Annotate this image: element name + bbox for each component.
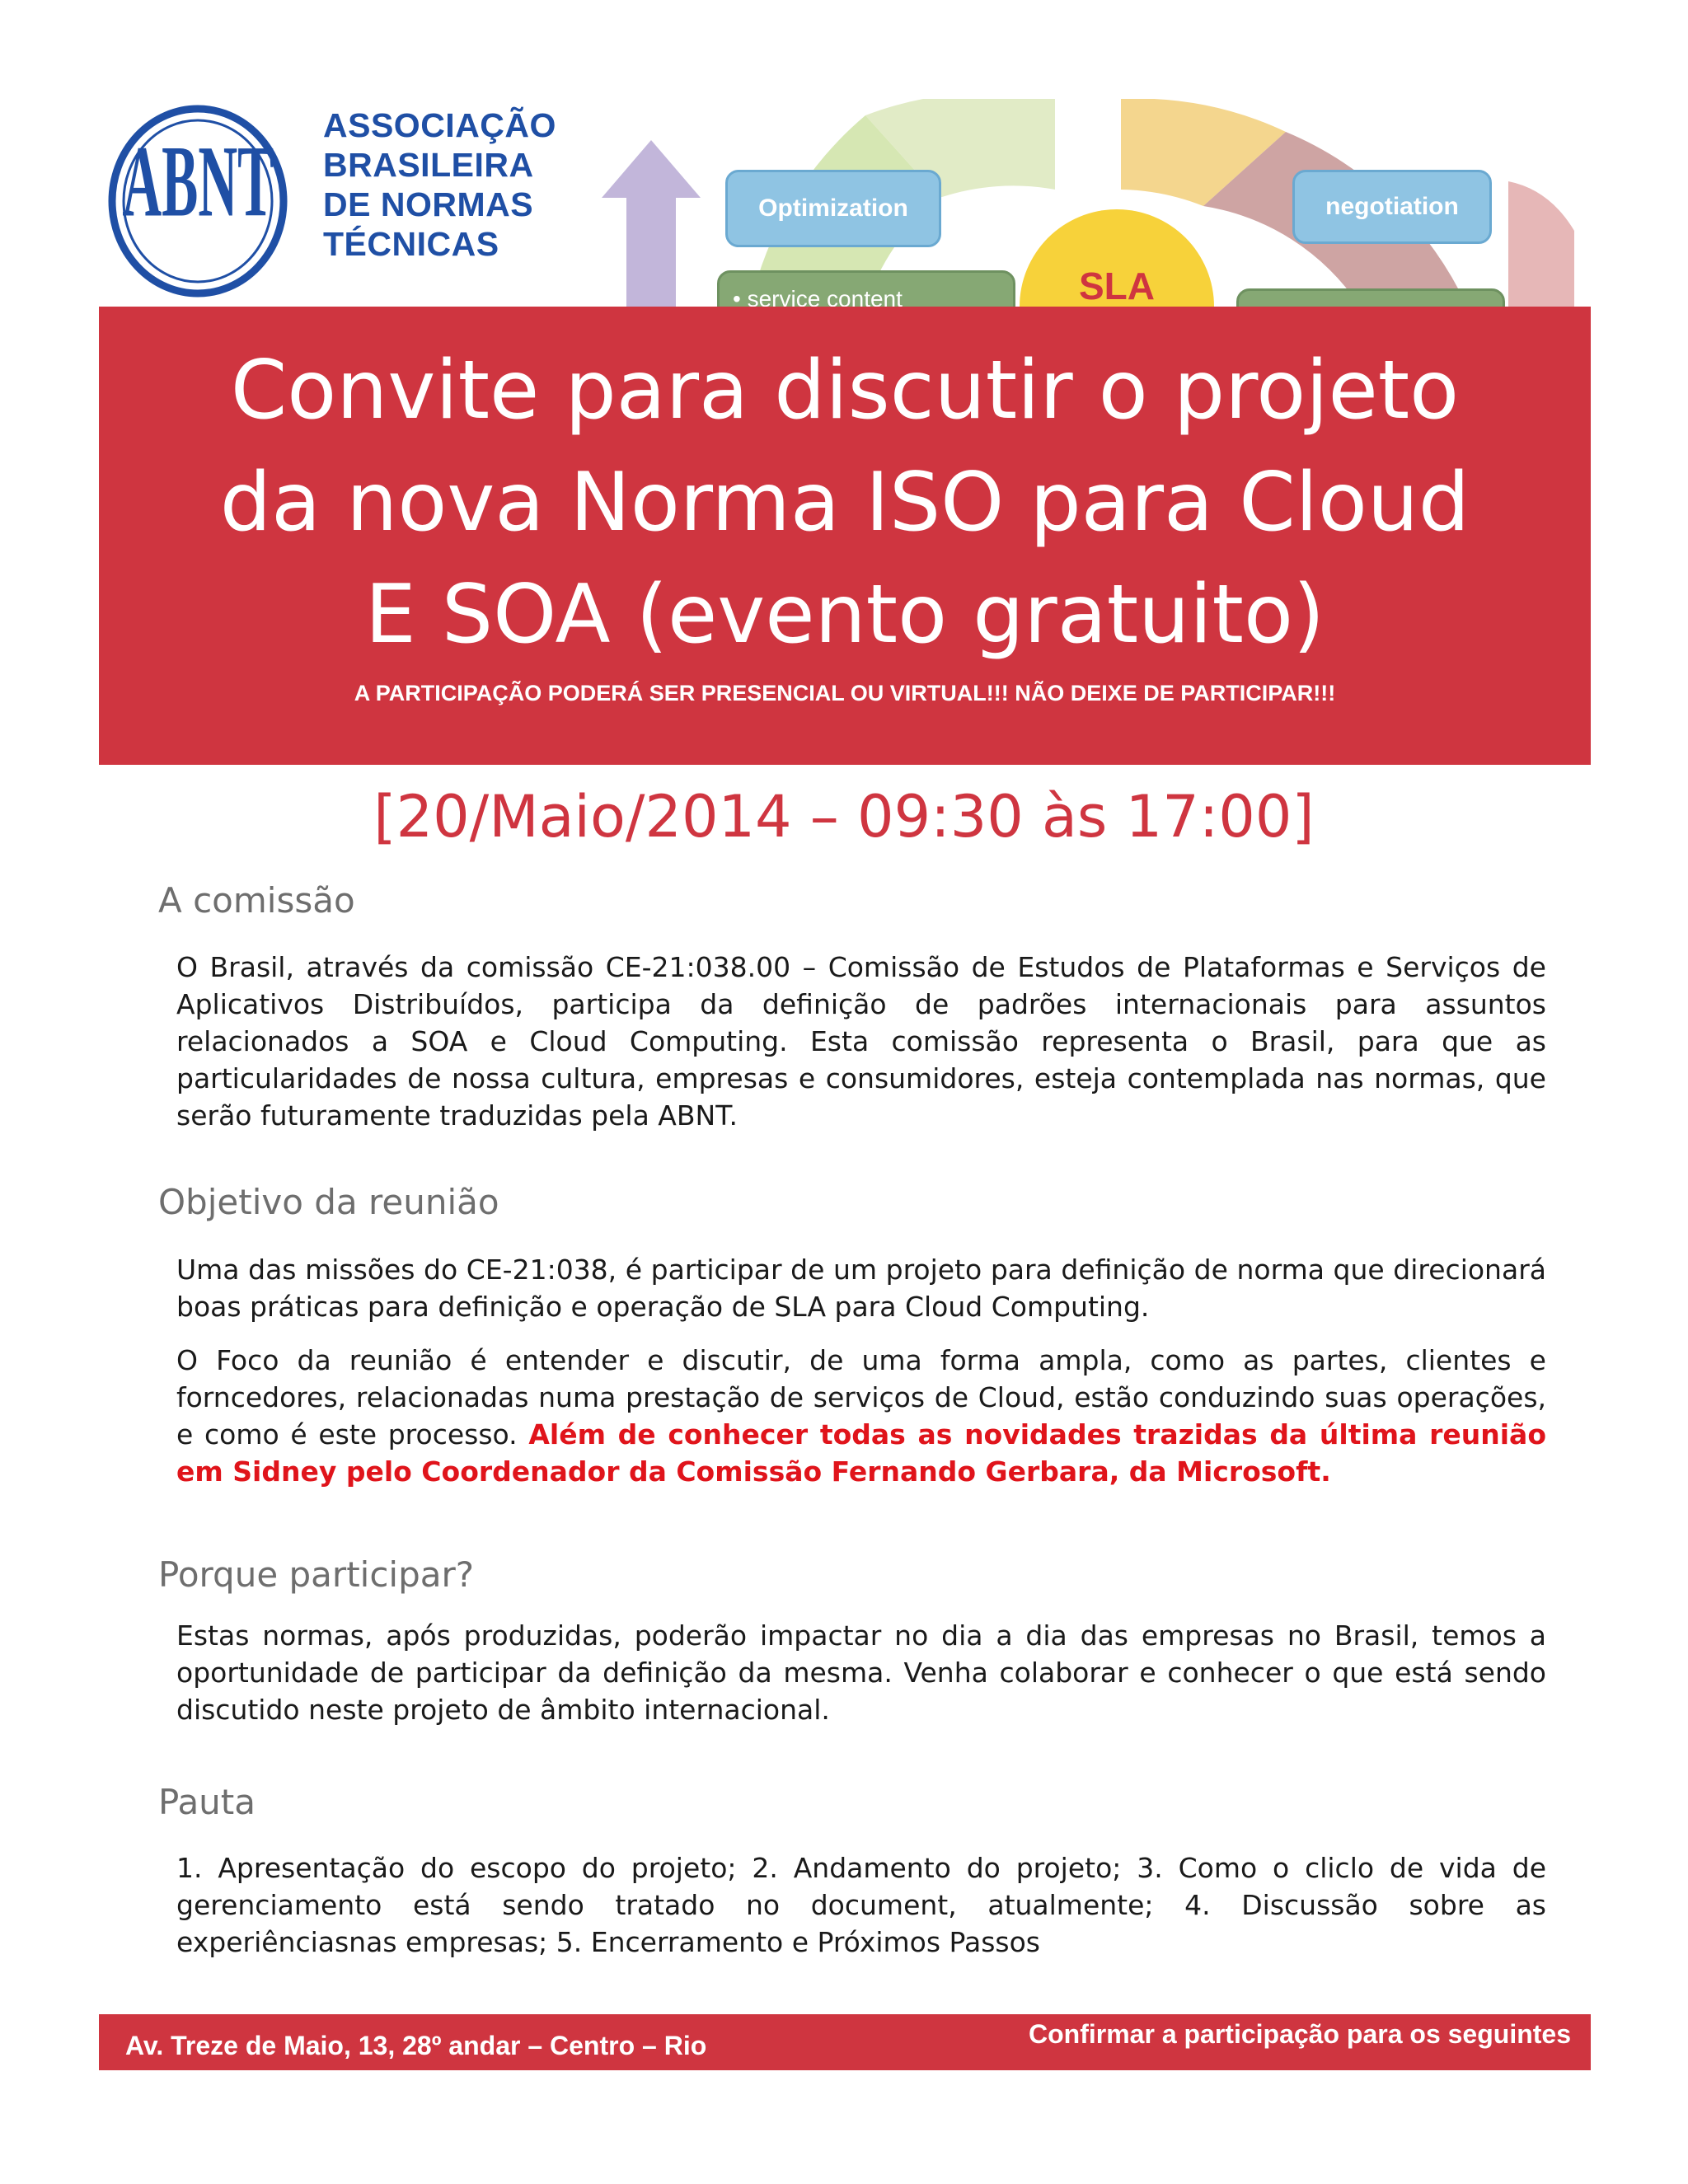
- footer-address: Av. Treze de Maio, 13, 28º andar – Centro – Rio: [125, 2031, 707, 2060]
- section-heading-porque: Porque participar?: [158, 1554, 475, 1595]
- title-banner: [99, 307, 1591, 765]
- sla-lifecycle-graphic: [593, 99, 1582, 307]
- logo-emblem-text: ABNT: [122, 124, 274, 239]
- abnt-logo-emblem: [106, 102, 290, 300]
- title-line: da nova Norma ISO para Cloud: [219, 456, 1470, 550]
- event-date: [20/Maio/2014 – 09:30 às 17:00]: [373, 783, 1315, 851]
- negotiation-label: negotiation: [1325, 193, 1459, 220]
- title-line: Convite para discutir o projeto: [230, 344, 1460, 438]
- footer-bar: [99, 2014, 1591, 2070]
- page-title: [99, 335, 1591, 671]
- banner-subtitle: A PARTICIPAÇÃO PODERÁ SER PRESENCIAL OU VIRTUAL!!! NÃO DEIXE DE PARTICIPAR!!!: [354, 681, 1336, 705]
- objetivo-text: O Foco da reunião é entender e discutir, de uma forma ampla, como as partes, clientes e forncedores, relacionadas numa prestação de serviços de Cloud, estão conduzindo suas operações, e como é este processo.: [176, 1344, 1546, 1451]
- section-heading-objetivo: Objetivo da reunião: [158, 1182, 499, 1222]
- section-heading-pauta: Pauta: [158, 1782, 256, 1822]
- service-content-pill: [717, 270, 1015, 307]
- abnt-logo-name: [323, 105, 562, 264]
- logo-line: ASSOCIAÇÃO: [323, 106, 556, 144]
- section-heading-comissao: A comissão: [158, 880, 355, 921]
- header: [0, 0, 1688, 307]
- sla-label: SLA: [1079, 265, 1155, 307]
- service-content-label: • service content: [733, 286, 903, 307]
- section-text-objetivo-1: Uma das missões do CE-21:038, é participar de um projeto para definição de norma que direcionará boas práticas para definição e operação de SLA para Cloud Computing.: [176, 1254, 1546, 1323]
- optimization-pill: [725, 170, 941, 247]
- title-line: E SOA (evento gratuito): [364, 568, 1325, 662]
- green-pill-right: [1236, 288, 1505, 307]
- footer-confirm: Confirmar a participação para os seguintes: [1029, 2019, 1571, 2049]
- objetivo-highlight: Além de conhecer todas as novidades trazidas da última reunião em Sidney pelo Coordenador da Comissão Fernando Gerbara, da Microsoft.: [176, 1418, 1547, 1488]
- negotiation-pill: [1292, 170, 1492, 244]
- logo-line: TÉCNICAS: [323, 225, 499, 263]
- section-text-porque: Estas normas, após produzidas, poderão impactar no dia a dia das empresas no Brasil, temos a oportunidade de participar da definição da mesma. Venha colaborar e conhecer o que está sendo discutido neste projeto de âmbito internacional.: [176, 1619, 1546, 1726]
- optimization-label: Optimization: [758, 194, 908, 222]
- section-text-comissao: O Brasil, através da comissão CE-21:038.00 – Comissão de Estudos de Plataformas e Serviços de Aplicativos Distribuídos, participa da definição de padrões internacionais para assuntos relacionados a SOA e Cloud Computing. Esta comissão representa o Brasil, para que as particularidades de nossa cultura, empresas e consumidores, esteja contemplada nas normas, que serão futuramente traduzidas pela ABNT.: [176, 951, 1546, 1132]
- logo-line: BRASILEIRA: [323, 146, 534, 184]
- section-text-objetivo-2: [176, 1342, 1546, 1490]
- section-text-pauta: 1. Apresentação do escopo do projeto; 2. Andamento do projeto; 3. Como o cliclo de vida de gerenciamento está sendo tratado no document, atualmente; 4. Discussão sobre as experiênciasnas empresas; 5. Encerramento e Próximos Passos: [176, 1852, 1546, 1958]
- logo-line: DE NORMAS: [323, 185, 534, 223]
